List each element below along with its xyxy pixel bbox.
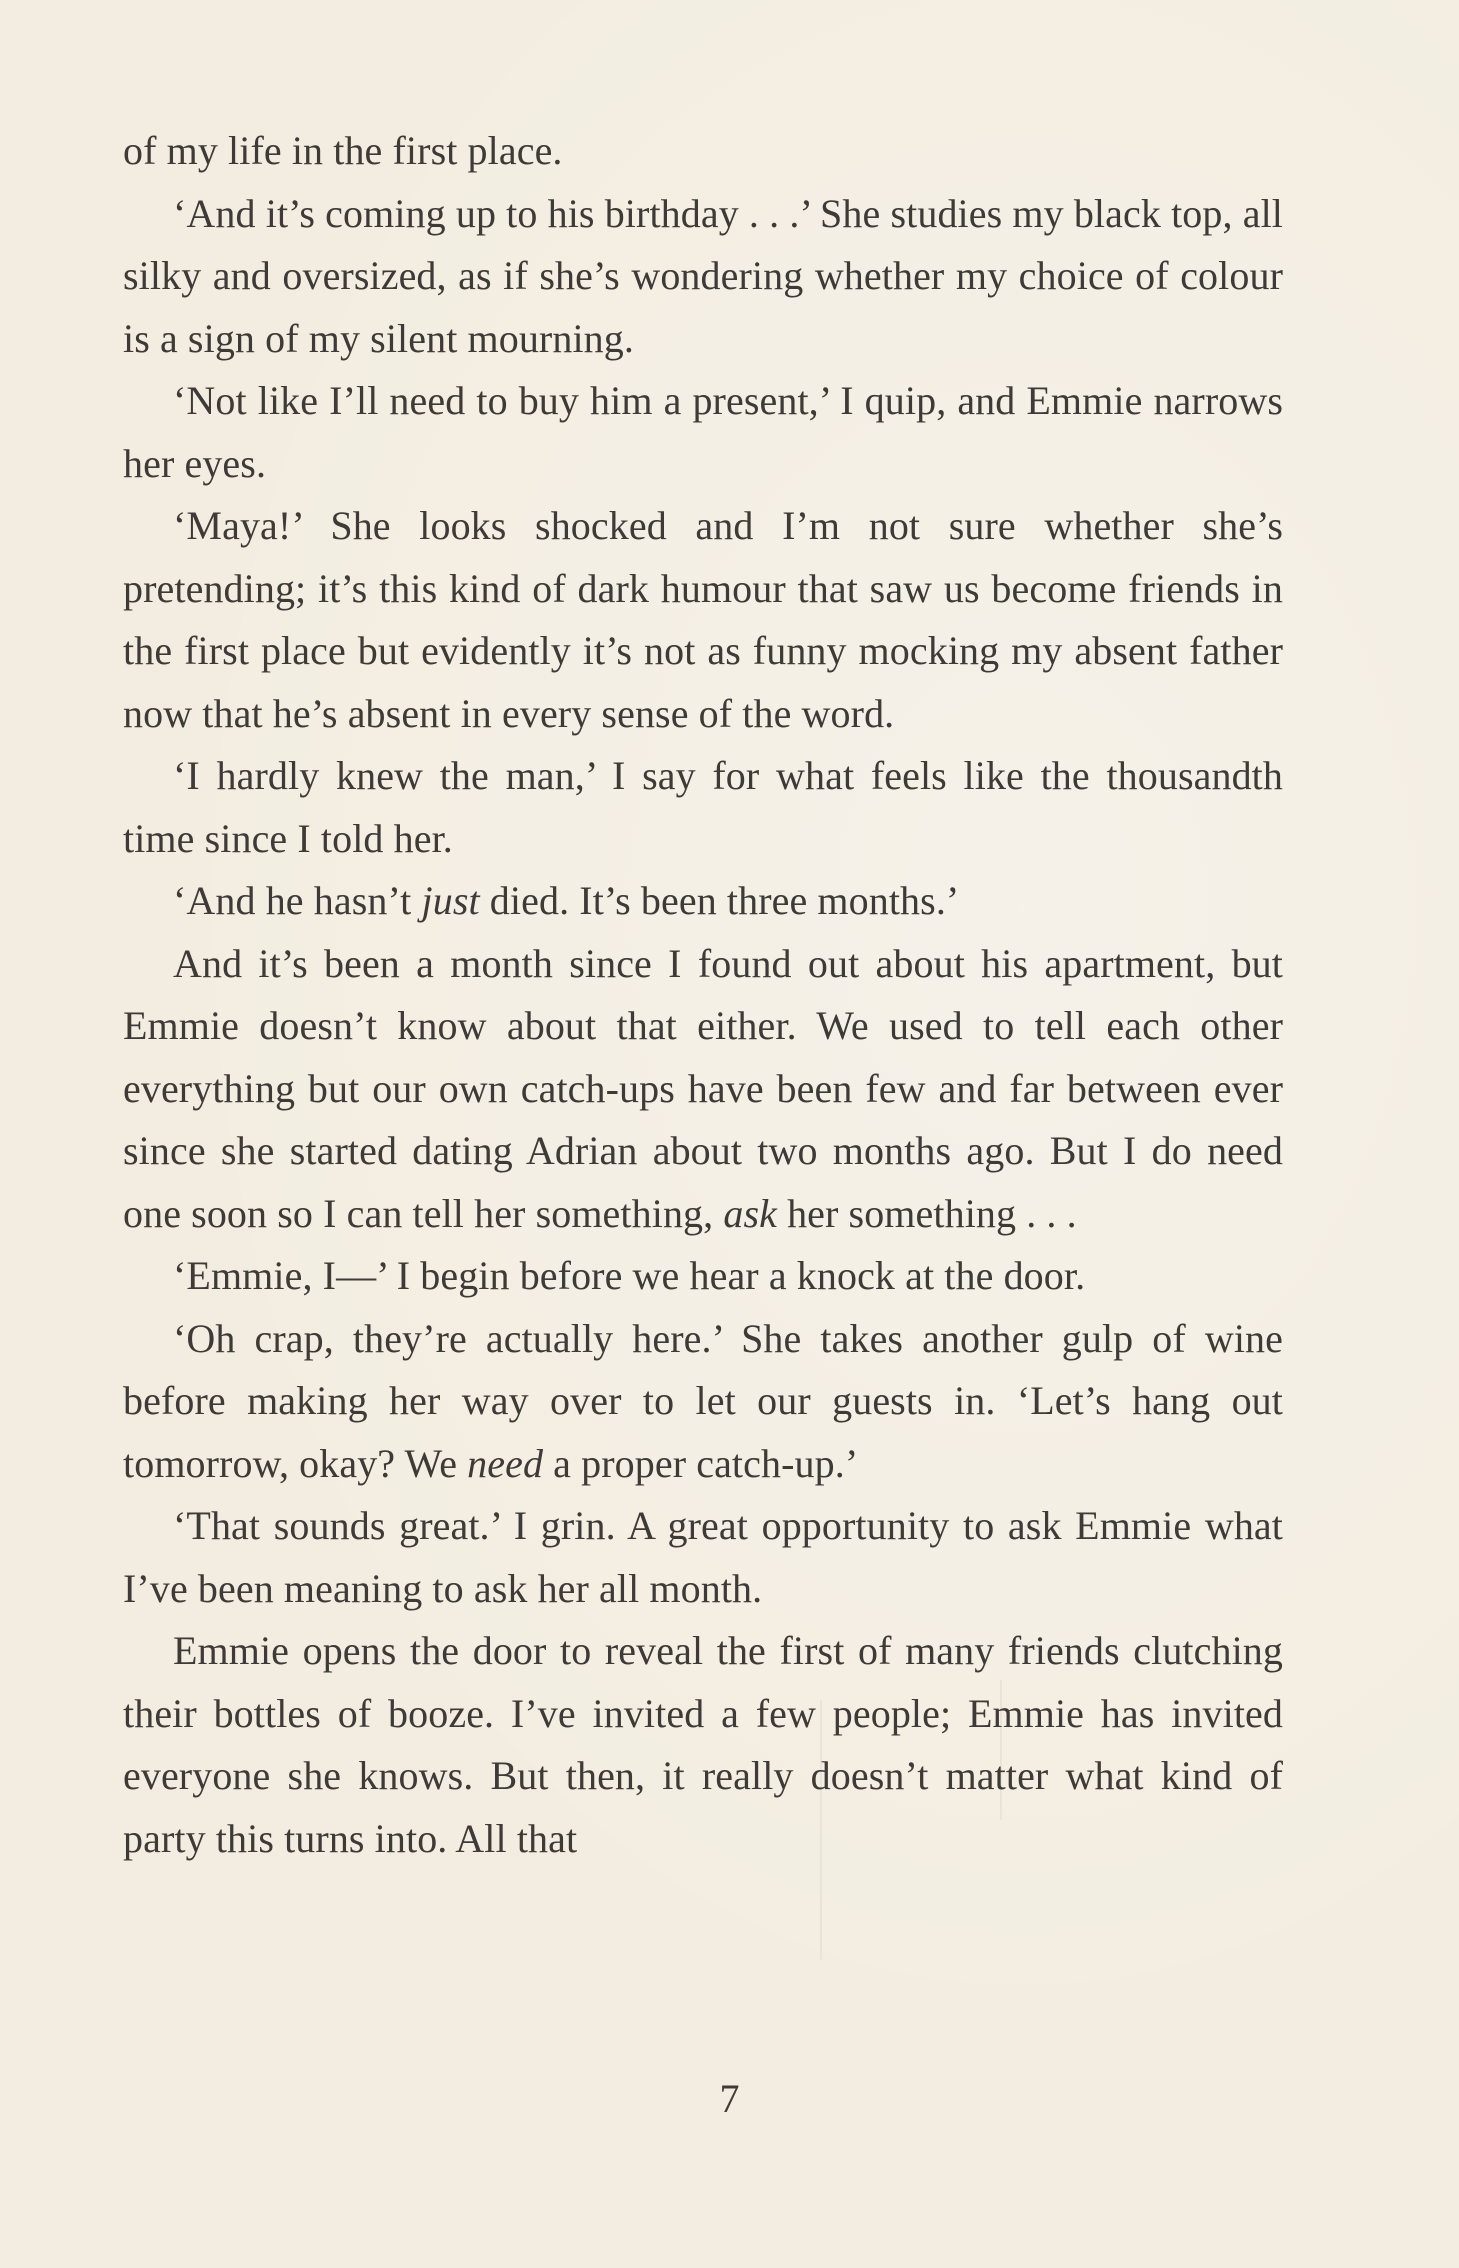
italic-text: just — [421, 878, 480, 923]
paragraph — [123, 1620, 1283, 1870]
paragraph — [123, 1495, 1283, 1620]
paragraph — [123, 1308, 1283, 1496]
text-run: ‘And he hasn’t — [173, 878, 422, 923]
body-text — [123, 120, 1283, 1870]
paragraph — [123, 120, 1283, 183]
text-run: And it’s been a month since I found out about his apartment, but Emmie doesn’t know about that either. We used to tell each other everything but our own catch-ups have been few and far between ever since she started dating Adrian about two months ago. But I do need one soon so I can tell her something, — [123, 940, 1283, 1236]
text-run: ‘I hardly knew the man,’ I say for what feels like the thousandth time since I told her. — [123, 753, 1283, 861]
text-run: ‘Not like I’ll need to buy him a present,’ I quip, and Emmie narrows her eyes. — [123, 378, 1283, 486]
paragraph — [123, 870, 1283, 933]
paragraph — [123, 495, 1283, 745]
paragraph — [123, 183, 1283, 371]
italic-text: need — [467, 1440, 544, 1486]
text-run: a proper catch-up.’ — [543, 1440, 859, 1486]
paragraph — [123, 933, 1283, 1246]
text-run: ‘That sounds great.’ I grin. A great opportunity to ask Emmie what I’ve been meaning to ask her all month. — [123, 1503, 1283, 1611]
text-run: died. It’s been three months.’ — [479, 878, 960, 923]
text-run: Emmie opens the door to reveal the first of many friends clutching their bottles of booze. I’ve invited a few people; Emmie has invited everyone she knows. But then, it really doesn’t matter what kind of party this turns into. All that — [123, 1628, 1283, 1861]
paragraph — [123, 745, 1283, 870]
text-run: ‘Maya!’ She looks shocked and I’m not sure whether she’s pretending; it’s this kind of dark humour that saw us become friends in the first place but evidently it’s not as funny mocking my absent father now that he’s absent in every sense of the word. — [123, 503, 1283, 736]
text-run: ‘And it’s coming up to his birthday . . .’ She studies my black top, all silky and oversized, as if she’s wondering whether my choice of colour is a sign of my silent mourning. — [123, 190, 1283, 361]
text-run: her something . . . — [776, 1190, 1077, 1236]
text-run: of my life in the first place. — [123, 128, 563, 173]
text-run: ‘Oh crap, they’re actually here.’ She takes another gulp of wine before making her way over to let our guests in. ‘Let’s hang out tomorrow, okay? We — [123, 1315, 1283, 1486]
paragraph — [123, 370, 1283, 495]
paragraph — [123, 1245, 1283, 1308]
text-run: ‘Emmie, I—’ I begin before we hear a knock at the door. — [173, 1253, 1086, 1298]
page-number: 7 — [719, 2076, 740, 2121]
italic-text: ask — [723, 1190, 777, 1236]
